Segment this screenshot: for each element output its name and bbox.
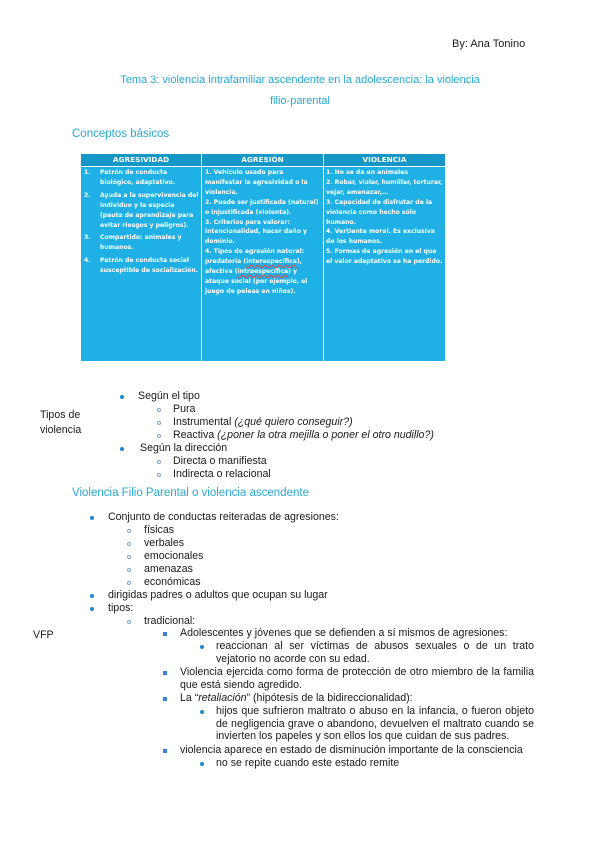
item-text: ) y ataque social (por ejemplo, el juego de peleas en niños).: [205, 268, 308, 295]
bullet-icon: [200, 710, 204, 714]
item-text: Patrón de conducta social susceptible de socialización.: [100, 257, 199, 275]
list-item: Conjunto de conductas reiteradas de agresiones:: [108, 511, 339, 523]
square-bullet-icon: [163, 632, 167, 636]
list-item: violencia aparece en estado de disminución importante de la consciencia: [180, 744, 523, 756]
list-item: verbales: [144, 537, 185, 549]
side-label-vfp: VFP: [33, 629, 54, 641]
circle-bullet-icon: [127, 581, 131, 585]
item-number: 3.: [84, 234, 91, 242]
list-item: [84, 168, 199, 188]
circle-bullet-icon: [127, 555, 131, 559]
bullet-icon: [200, 762, 204, 766]
table-column-divider: [323, 154, 324, 361]
table-column-agresividad: [84, 167, 199, 361]
item-text: ), afectiva (: [205, 258, 302, 276]
circle-bullet-icon: [127, 529, 131, 533]
item-text: Instrumental: [173, 416, 235, 428]
square-bullet-icon: [163, 697, 167, 701]
list-item: amenazas: [144, 563, 193, 575]
list-item: 1. Vehículo usado para manifestar la agresividad o la violencia.: [205, 169, 308, 196]
document-title-line-1: Tema 3: violencia intrafamiliar ascendente en la adolescencia: la violencia: [120, 74, 480, 86]
list-item: Indirecta o relacional: [173, 468, 271, 480]
item-text: 4. Tipos de agresión natural: predatoria (: [205, 248, 305, 266]
square-bullet-icon: [163, 671, 167, 675]
circle-bullet-icon: [157, 434, 161, 438]
item-note: (¿qué quiero conseguir?): [234, 416, 353, 428]
item-number: 2.: [84, 191, 91, 199]
bullet-icon: [200, 645, 204, 649]
item-number: 1.: [84, 169, 91, 176]
item-text: Compartido: animales y humanos.: [100, 234, 182, 252]
list-item: reaccionan al ser víctimas de abusos sexuales o de un trato vejatorio no acorde con su edad.: [216, 640, 534, 665]
list-item: 2. Robar, violar, humillar, torturar, vejar, amenazar,…: [326, 178, 443, 196]
bullet-icon: [120, 395, 124, 399]
section-heading-vfp: Violencia Filio Parental o violencia ascendente: [72, 487, 309, 499]
circle-bullet-icon: [127, 620, 131, 624]
side-label-tipos: Tipos de violencia: [40, 409, 82, 436]
table-header-agresion: AGRESIÓN: [202, 154, 323, 166]
item-text: Patrón de conducta biológico, adaptativo.: [100, 169, 176, 186]
list-item: [173, 429, 434, 442]
list-item: Directa o manifiesta: [173, 455, 267, 467]
circle-bullet-icon: [157, 473, 161, 477]
spellcheck-word: interespecífica: [246, 258, 297, 266]
list-item: [84, 233, 199, 253]
table-column-divider: [201, 154, 202, 361]
author-credit: By: Ana Tonino: [452, 38, 526, 50]
circle-bullet-icon: [157, 421, 161, 425]
item-text: Ayuda a la supervivencia del individuo y la especie (pauta de aprendizaje para evitar riesgos y peligros).: [100, 191, 199, 229]
list-item: Violencia ejercida como forma de protección de otro miembro de la familia que está siendo agredido.: [180, 666, 534, 691]
table-header-agresividad: AGRESIVIDAD: [81, 154, 201, 166]
bullet-icon: [90, 594, 94, 598]
list-item: Según la dirección: [140, 442, 228, 454]
list-item: hijos que sufrieron maltrato o abuso en la infancia, o fueron objeto de negligencia grave o abandono, devuelven el maltrato cuando se invierten los papeles y son ellos los que cuidan de sus padres.: [216, 705, 534, 743]
circle-bullet-icon: [157, 408, 161, 412]
list-item: [84, 256, 199, 276]
concepts-table: [81, 154, 445, 361]
list-item: [84, 191, 199, 231]
table-header-violencia: VIOLENCIA: [324, 154, 445, 166]
section-heading-conceptos: Conceptos básicos: [72, 128, 170, 140]
list-item: tradicional:: [144, 615, 196, 627]
list-item: [205, 247, 321, 297]
spellcheck-word: intraespecífica: [237, 268, 289, 276]
list-item: no se repite cuando este estado remite: [216, 757, 400, 769]
list-item: 3. Capacidad de disfrutar de la violencia como hecho sólo humano.: [326, 198, 433, 226]
list-item: económicas: [144, 576, 201, 588]
bullet-icon: [90, 516, 94, 520]
list-item: Según el tipo: [138, 390, 200, 402]
bullet-icon: [90, 607, 94, 611]
list-item: 2. Puede ser justificada (natural) o injustificada (violenta).: [205, 198, 319, 216]
item-text: ” (hipótesis de la bidireccionalidad):: [246, 692, 413, 704]
document-title-line-2: filio-parental: [270, 95, 330, 107]
list-item: [180, 692, 413, 705]
item-note: (¿poner la otra mejilla o poner el otro nudillo?): [217, 429, 434, 441]
table-column-agresion: [205, 167, 321, 361]
item-term: retaliación: [198, 692, 247, 704]
list-item: [173, 403, 195, 416]
list-item: emocionales: [144, 550, 204, 562]
list-item: 5. Formas de agresión en el que el valor adaptativo se ha perdido.: [326, 248, 443, 266]
circle-bullet-icon: [127, 568, 131, 572]
item-number: 4.: [84, 257, 91, 265]
list-item: 1. No se da en animales: [326, 169, 409, 176]
list-item: 3. Criterios para valorar: intencionalidad, hacer daño y dominio.: [205, 218, 308, 246]
circle-bullet-icon: [127, 542, 131, 546]
list-item: Adolescentes y jóvenes que se defienden a sí mismos de agresiones:: [180, 627, 508, 639]
item-text: La “: [180, 692, 199, 704]
list-item: [173, 416, 353, 429]
list-item: tipos:: [108, 602, 134, 614]
list-item: dirigidas padres o adultos que ocupan su lugar: [108, 589, 328, 601]
item-text: Reactiva: [173, 429, 218, 441]
item-text: Pura: [173, 403, 196, 415]
square-bullet-icon: [163, 749, 167, 753]
circle-bullet-icon: [157, 460, 161, 464]
bullet-icon: [120, 447, 124, 451]
list-item: físicas: [144, 524, 175, 536]
table-column-violencia: [326, 167, 443, 361]
list-item: 4. Vertiente moral. Es exclusiva de los humanos.: [326, 228, 435, 246]
